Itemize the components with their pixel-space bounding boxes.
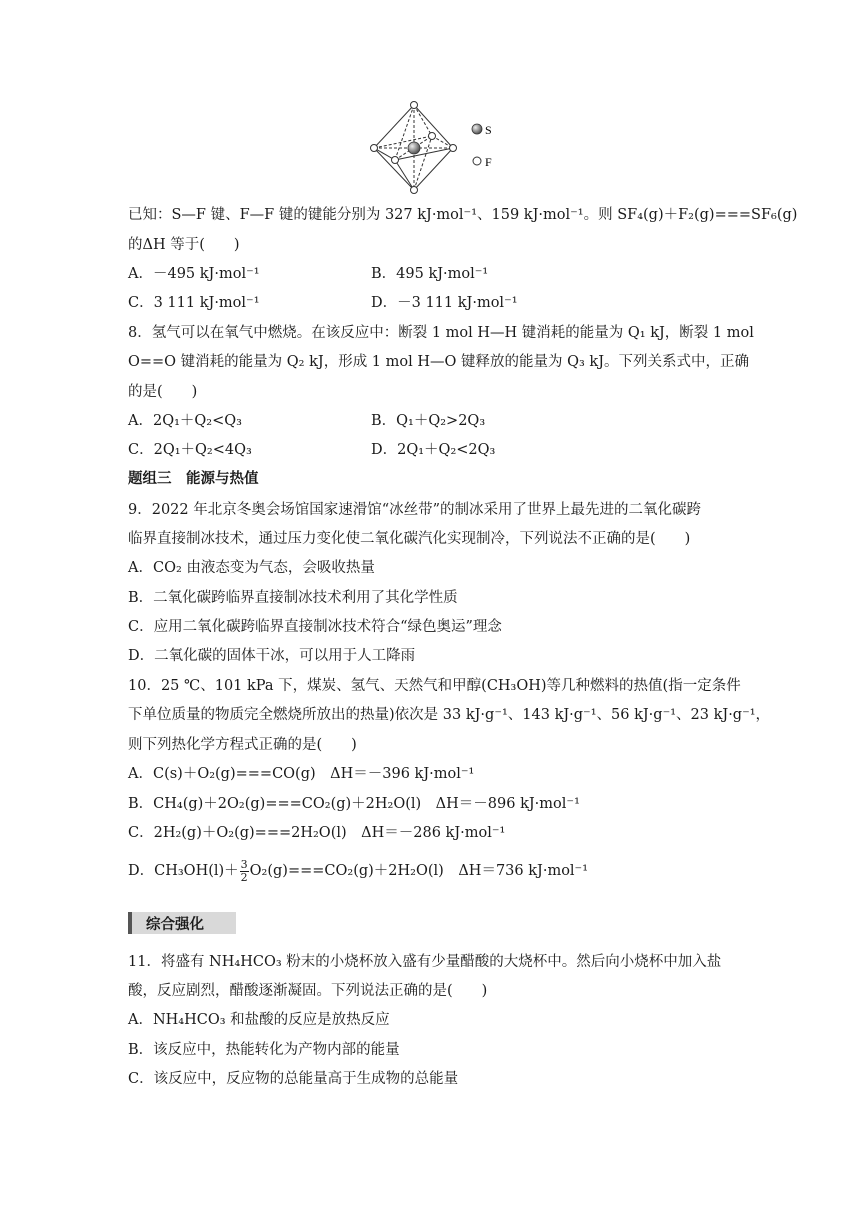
- q9-option-b: B．二氧化碳跨临界直接制冰技术利用了其化学性质: [128, 590, 458, 606]
- q10-option-d-suffix: O₂(g)===CO₂(g)＋2H₂O(l) ΔH＝736 kJ·mol⁻¹: [249, 863, 589, 879]
- q10-stem-line-1: 10．25 ℃、101 kPa 下，煤炭、氢气、天然气和甲醇(CH₃OH)等几种燃料的热值(指一定条件: [128, 678, 741, 694]
- section-heading-bar: [128, 912, 236, 934]
- q8-stem-line-1: 8．氢气可以在氧气中燃烧。在该反应中：断裂 1 mol H—H 键消耗的能量为 Q₁ kJ，断裂 1 mol: [128, 325, 754, 341]
- fraction-denominator: 2: [240, 870, 248, 884]
- q10-option-d: [128, 857, 588, 885]
- sf6-structure-figure: [362, 100, 512, 200]
- section-heading-title: 综合强化: [146, 917, 204, 933]
- q9-option-d: D．二氧化碳的固体干冰，可以用于人工降雨: [128, 648, 416, 664]
- q8-option-d: D．2Q₁＋Q₂<2Q₃: [371, 442, 496, 458]
- legend-f: F: [485, 155, 492, 169]
- q7-option-a: A．－495 kJ·mol⁻¹: [128, 266, 260, 282]
- q11-stem-line-2: 酸，反应剧烈，醋酸逐渐凝固。下列说法正确的是( ): [128, 983, 488, 999]
- group-3-heading: 题组三 能源与热值: [128, 471, 259, 487]
- q10-stem-line-3: 则下列热化学方程式正确的是( ): [128, 737, 357, 753]
- q11-option-c: C．该反应中，反应物的总能量高于生成物的总能量: [128, 1071, 459, 1087]
- q8-option-a: A．2Q₁＋Q₂<Q₃: [128, 413, 242, 429]
- q9-option-c: C．应用二氧化碳跨临界直接制冰技术符合“绿色奥运”理念: [128, 619, 502, 635]
- q8-stem-line-3: 的是( ): [128, 384, 198, 400]
- q7-stem-line-1: 已知：S—F 键、F—F 键的键能分别为 327 kJ·mol⁻¹、159 kJ·mol⁻¹。则 SF₄(g)＋F₂(g)===SF₆(g): [128, 207, 798, 223]
- fraction-three-halves: [240, 859, 249, 884]
- q9-option-a: A．CO₂ 由液态变为气态，会吸收热量: [128, 560, 375, 576]
- q8-option-b: B．Q₁＋Q₂>2Q₃: [371, 413, 486, 429]
- q10-option-c: C．2H₂(g)＋O₂(g)===2H₂O(l) ΔH＝－286 kJ·mol⁻¹: [128, 825, 506, 841]
- q7-stem-line-2: 的ΔH 等于( ): [128, 237, 240, 253]
- q11-stem-line-1: 11．将盛有 NH₄HCO₃ 粉末的小烧杯放入盛有少量醋酸的大烧杯中。然后向小烧杯中加入盐: [128, 954, 722, 970]
- q11-option-a: A．NH₄HCO₃ 和盐酸的反应是放热反应: [128, 1012, 390, 1028]
- q11-option-b: B．该反应中，热能转化为产物内部的能量: [128, 1042, 400, 1058]
- q10-option-b: B．CH₄(g)＋2O₂(g)===CO₂(g)＋2H₂O(l) ΔH＝－896 kJ·mol⁻¹: [128, 796, 580, 812]
- q8-stem-line-2: O==O 键消耗的能量为 Q₂ kJ，形成 1 mol H—O 键释放的能量为 Q₃ kJ。下列关系式中，正确: [128, 354, 750, 370]
- q7-option-d: D．－3 111 kJ·mol⁻¹: [371, 295, 518, 311]
- q7-option-c: C．3 111 kJ·mol⁻¹: [128, 295, 260, 311]
- q9-stem-line-1: 9．2022 年北京冬奥会场馆国家速滑馆“冰丝带”的制冰采用了世界上最先进的二氧化碳跨: [128, 502, 702, 518]
- q8-option-c: C．2Q₁＋Q₂<4Q₃: [128, 442, 252, 458]
- q10-option-a: A．C(s)＋O₂(g)===CO(g) ΔH＝－396 kJ·mol⁻¹: [128, 766, 475, 782]
- legend-s: S: [485, 123, 492, 137]
- q7-option-b: B．495 kJ·mol⁻¹: [371, 266, 489, 282]
- q10-option-d-prefix: D．CH₃OH(l)＋: [128, 863, 239, 879]
- fraction-numerator: 3: [240, 857, 248, 871]
- q9-stem-line-2: 临界直接制冰技术，通过压力变化使二氧化碳汽化实现制冷，下列说法不正确的是( ): [128, 531, 691, 547]
- q10-stem-line-2: 下单位质量的物质完全燃烧所放出的热量)依次是 33 kJ·g⁻¹、143 kJ·g⁻¹、56 kJ·g⁻¹、23 kJ·g⁻¹，: [128, 707, 771, 723]
